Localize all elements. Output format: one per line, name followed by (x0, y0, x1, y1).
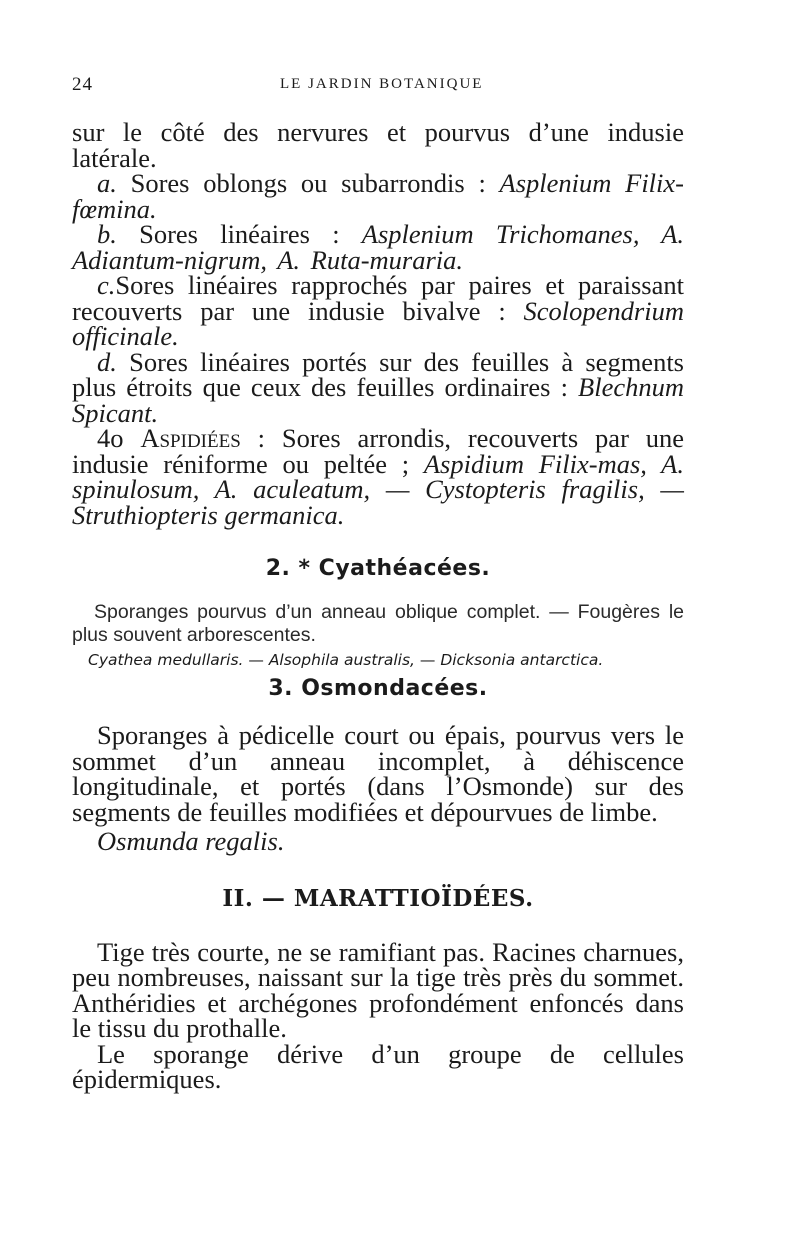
intro-paragraph: sur le côté des nervures et pourvus d’une indusie latérale. (72, 117, 684, 173)
cyatheacees-species: Cyathea medullaris. — Alsophila australis, — Dicksonia antarctica. (88, 651, 604, 669)
cyatheacees-description: Sporanges pourvus d’un anneau oblique complet. — Fougères le plus souvent arborescentes. (72, 601, 684, 646)
group-name: Aspidiées (140, 423, 241, 453)
species-name: Aspidium Filix-mas, A. spinulosum, A. aculeatum, — Cystopteris fragilis, — Struthiopteris germanica. (72, 448, 684, 530)
running-title: LE JARDIN BOTANIQUE (280, 76, 484, 92)
page-number: 24 (72, 74, 93, 95)
running-header (72, 74, 684, 104)
marattioidees-paragraph-2: Le sporange dérive d’un groupe de cellules épidermiques. (72, 1038, 684, 1094)
section-heading-marattioidees: II. — MARATTIOÏDÉES. (222, 884, 534, 912)
item-d: d. Sores linéaires portés sur des feuilles à segments plus étroits que ceux des feuilles ordinaires : Blechnum Spicant. (72, 346, 684, 428)
section-heading-osmondacees: 3. Osmondacées. (268, 676, 488, 701)
species-name: Blechnum Spicant. (72, 372, 684, 428)
section-heading-cyatheacees: 2. * Cyathéacées. (265, 556, 491, 581)
item-aspidiees: 4o Aspidiées : Sores arrondis, recouverts par une indusie réniforme ou peltée ; Aspidium Filix-mas, A. spinulosum, A. aculeatum, — Cystopteris fragilis, — Struthiopteris germanica. (72, 423, 685, 530)
marattioidees-paragraph-1: Tige très courte, ne se ramifiant pas. Racines charnues, peu nombreuses, naissant sur la tige très près du sommet. Anthéridies et archégones profondément enfoncés dans le tissu du prothalle. (72, 936, 684, 1043)
species-name: Scolopendrium officinale. (72, 295, 684, 351)
item-c: c.Sores linéaires rapprochés par paires et paraissant recouverts par une indusie bivalve : Scolopendrium officinale. (72, 270, 684, 351)
species-name: Asplenium Trichomanes, A. Adiantum-nigrum, A. Ruta-muraria. (72, 219, 685, 275)
osmondacees-description: Sporanges à pédicelle court ou épais, pourvus vers le sommet d’un anneau incomplet, à déhiscence longitudinale, et portés (dans l’Osmonde) sur des segments de feuilles modifiées et dépourvues de limbe. (72, 720, 684, 827)
page (72, 74, 684, 1093)
osmondacees-species: Osmunda regalis. (97, 826, 285, 856)
species-name: Asplenium Filix-fœmina. (72, 168, 684, 224)
item-a: a. Sores oblongs ou subarrondis : Asplenium Filix-fœmina. (72, 168, 684, 224)
item-b: b. Sores linéaires : Asplenium Trichomanes, A. Adiantum-nigrum, A. Ruta-muraria. (72, 219, 685, 275)
